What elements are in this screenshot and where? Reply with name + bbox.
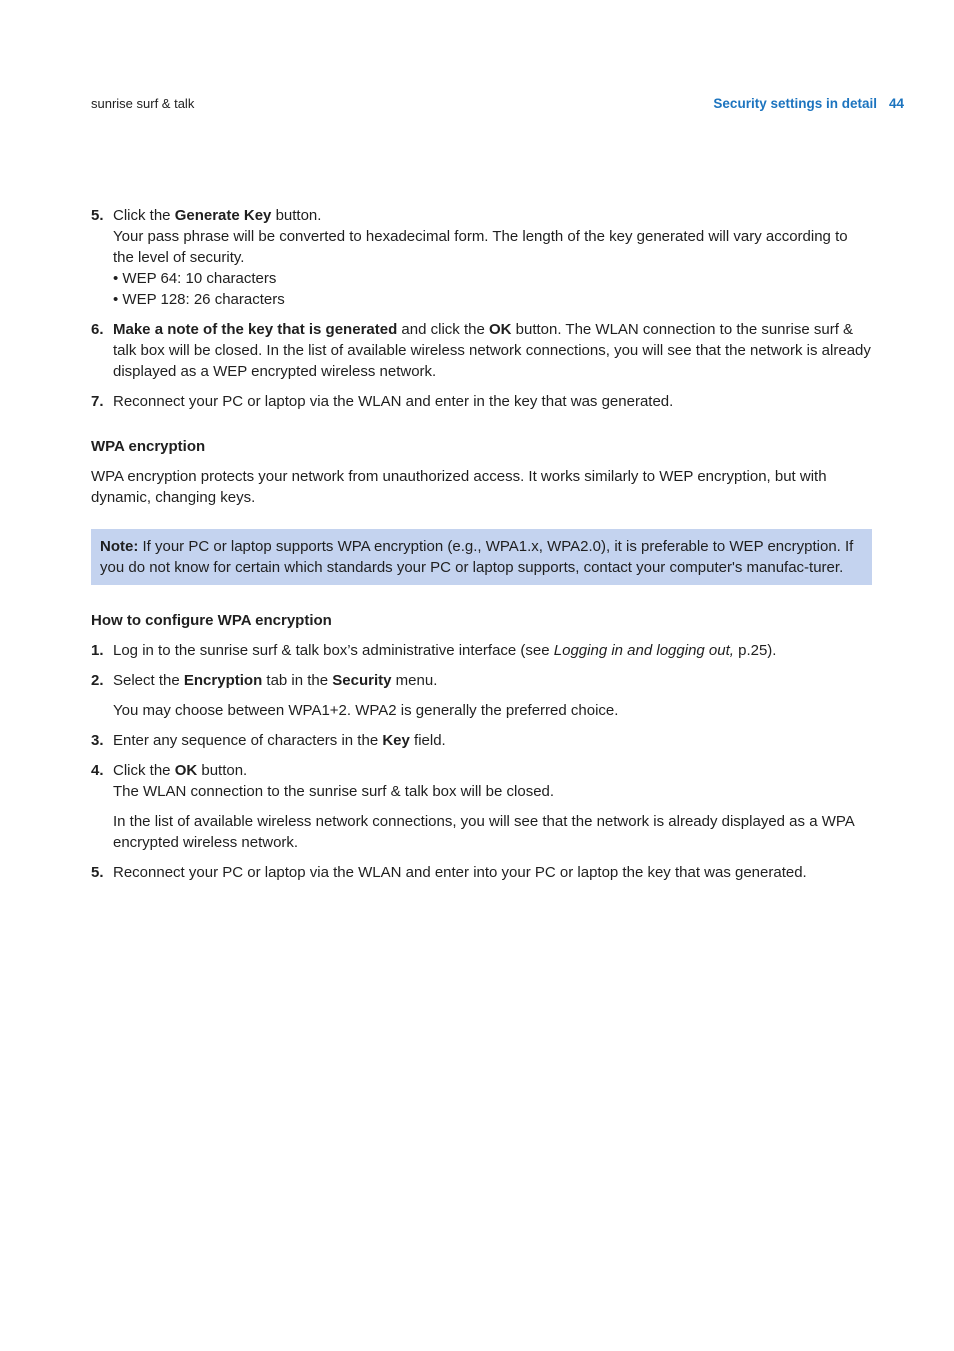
list-item [91, 391, 872, 412]
text-run: Enter any sequence of characters in the [113, 732, 383, 749]
step-text [113, 319, 872, 382]
step-text: Reconnect your PC or laptop via the WLAN and enter in the key that was generated. [113, 393, 674, 410]
step-text [113, 760, 872, 781]
text-run: Click the [113, 207, 175, 224]
text-run: button. [197, 762, 248, 779]
section-heading-config: How to configure WPA encryption [91, 612, 332, 629]
text-run: button. [271, 207, 322, 224]
item-number: 3. [91, 732, 104, 749]
item-number: 6. [91, 321, 104, 338]
list-item [91, 862, 872, 883]
text-run: field. [409, 732, 446, 749]
text-run: button. The WLAN connection to the sunrise surf & talk box will be closed. In the list of available wireless network connections, you will see that the network is already displayed as a WEP encrypted wireless network. [113, 321, 871, 380]
running-header-section [713, 96, 904, 111]
cross-reference: Logging in and logging out, [553, 642, 734, 659]
page-number: 44 [888, 96, 904, 111]
list-item [91, 205, 872, 310]
text-run: Click the [113, 762, 175, 779]
text-run: p.25). [733, 642, 777, 659]
note-text: If your PC or laptop supports WPA encryption (e.g., WPA1.x, WPA2.0), it is preferable to WEP encryption. If you do not know for certain which standards your PC or laptop supports, contact your computer's manufac-turer. [100, 538, 854, 576]
step-text [113, 670, 872, 691]
bold-term: Encryption [183, 672, 263, 689]
bold-term: OK [174, 762, 198, 779]
text-run: menu. [391, 672, 438, 689]
list-item [91, 640, 872, 661]
bullet-item: • WEP 64: 10 characters [113, 270, 277, 287]
step-detail: Your pass phrase will be converted to hexadecimal form. The length of the key generated will vary according to the level of security. [113, 228, 848, 266]
list-item [91, 319, 872, 382]
note-box [91, 529, 872, 585]
list-item [91, 730, 872, 751]
running-header-title: sunrise surf & talk [91, 96, 195, 111]
step-detail: In the list of available wireless network connections, you will see that the network is already displayed as a WPA encrypted wireless network. [113, 813, 854, 851]
bold-term: OK [488, 321, 512, 338]
section-title: Security settings in detail [713, 96, 877, 111]
text-run: Select the [113, 672, 184, 689]
bold-term: Generate Key [174, 207, 272, 224]
item-number: 1. [91, 642, 104, 659]
item-number: 4. [91, 762, 104, 779]
step-text: Reconnect your PC or laptop via the WLAN and enter into your PC or laptop the key that was generated. [113, 864, 807, 881]
section-heading-wpa: WPA encryption [91, 438, 206, 455]
note-label: Note: [100, 538, 139, 555]
step-text [113, 640, 872, 661]
item-number: 5. [91, 207, 104, 224]
list-item [91, 670, 872, 721]
list-item [91, 760, 872, 853]
item-number: 5. [91, 864, 104, 881]
wpa-description: WPA encryption protects your network from unauthorized access. It works similarly to WEP encryption, but with dynamic, changing keys. [91, 468, 827, 506]
item-number: 2. [91, 672, 104, 689]
step-text [113, 205, 872, 226]
bold-term: Security [332, 672, 392, 689]
step-detail: You may choose between WPA1+2. WPA2 is generally the preferred choice. [113, 702, 619, 719]
text-run: tab in the [262, 672, 333, 689]
page-content [91, 205, 872, 892]
text-run: and click the [397, 321, 489, 338]
step-detail: The WLAN connection to the sunrise surf & talk box will be closed. [113, 783, 555, 800]
bold-term: Key [382, 732, 410, 749]
bullet-item: • WEP 128: 26 characters [113, 291, 285, 308]
step-text [113, 730, 872, 751]
item-number: 7. [91, 393, 104, 410]
bold-term: Make a note of the key that is generated [113, 321, 398, 338]
text-run: Log in to the sunrise surf & talk box’s administrative interface (see [113, 642, 554, 659]
